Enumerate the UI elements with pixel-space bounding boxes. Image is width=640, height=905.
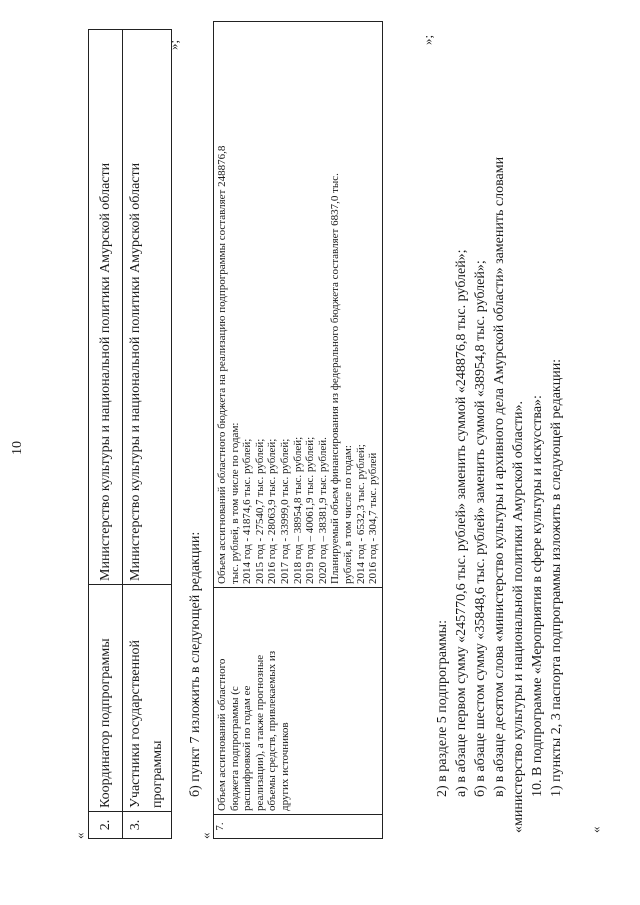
row-label: [123, 585, 172, 812]
body-line: 10. В подпрограмме «Мероприятия в сфере культуры и искусства»:: [530, 395, 545, 797]
row-value: Министерство культуры и национальной политики Амурской области: [89, 30, 123, 585]
label-line: Участники государственной: [128, 639, 143, 808]
body-line: в) в абзаце десятом слова «министерство культуры и архивного дела Амурской области» заменить словами: [492, 156, 507, 797]
open-quote-mark: «: [588, 826, 603, 833]
table-row: [214, 22, 383, 839]
body-line: 1) пункты 2, 3 паспорта подпрограммы изложить в следующей редакции:: [549, 358, 564, 797]
row-value: Министерство культуры и национальной политики Амурской области: [123, 30, 172, 585]
body-line: а) в абзаце первом сумму «245770,6 тыс. рублей» заменить суммой «248876,8 тыс. рублей»;: [454, 249, 469, 797]
instruction-b: б) пункт 7 изложить в следующей редакции:: [188, 531, 203, 797]
row-number: 3.: [123, 812, 172, 839]
close-quote-mark: »;: [420, 34, 435, 45]
row-value: Объем ассигнований областного бюджета на реализацию подпрограммы составляет 248876,8 тыс. рублей, в том числе по годам: 2014 год - 41874,6 тыс. рублей; 2015 год - 27540,7 тыс. рублей; 2016 год - 28063,9 тыс. рублей; 2017 год - 33999,0 тыс. рублей; 2018 год – 38954,8 тыс. рублей; 2019 год – 40061,9 тыс. рублей; 2020 год – 38381,9 тыс. рублей. Планируемый объем финансирования из федерального бюджета составляет 6837,0 тыс. рублей, в том числе по годам: 2014 год - 6532,3 тыс. рублей; 2016 год - 304,7 тыс. рублей: [214, 22, 383, 588]
open-quote-mark: «: [198, 832, 213, 839]
page-number: 10: [10, 441, 25, 455]
body-line: «министерство культуры и национальной политики Амурской области».: [511, 400, 526, 833]
row-number: 7.: [214, 815, 383, 839]
table-row: [89, 30, 123, 839]
label-line: программы: [150, 740, 165, 808]
body-line: 2) в разделе 5 подпрограммы:: [435, 620, 450, 797]
table-row: [123, 30, 172, 839]
row-number: 2.: [89, 812, 123, 839]
row-label: Объем ассигнований областного бюджета подпрограммы (с расшифровкой по годам ее реализации), а также прогнозные объемы средств, привлекаемых из других источников: [214, 588, 383, 815]
row-label: Координатор подпрограммы: [89, 585, 123, 812]
funding-table: [213, 21, 383, 839]
body-line: б) в абзаце шестом сумму «35848,6 тыс. рублей» заменить суммой «38954,8 тыс. рублей»;: [473, 260, 488, 797]
program-table: [88, 29, 172, 839]
close-quote-mark: »;: [166, 39, 181, 50]
open-quote-mark: «: [72, 832, 87, 839]
